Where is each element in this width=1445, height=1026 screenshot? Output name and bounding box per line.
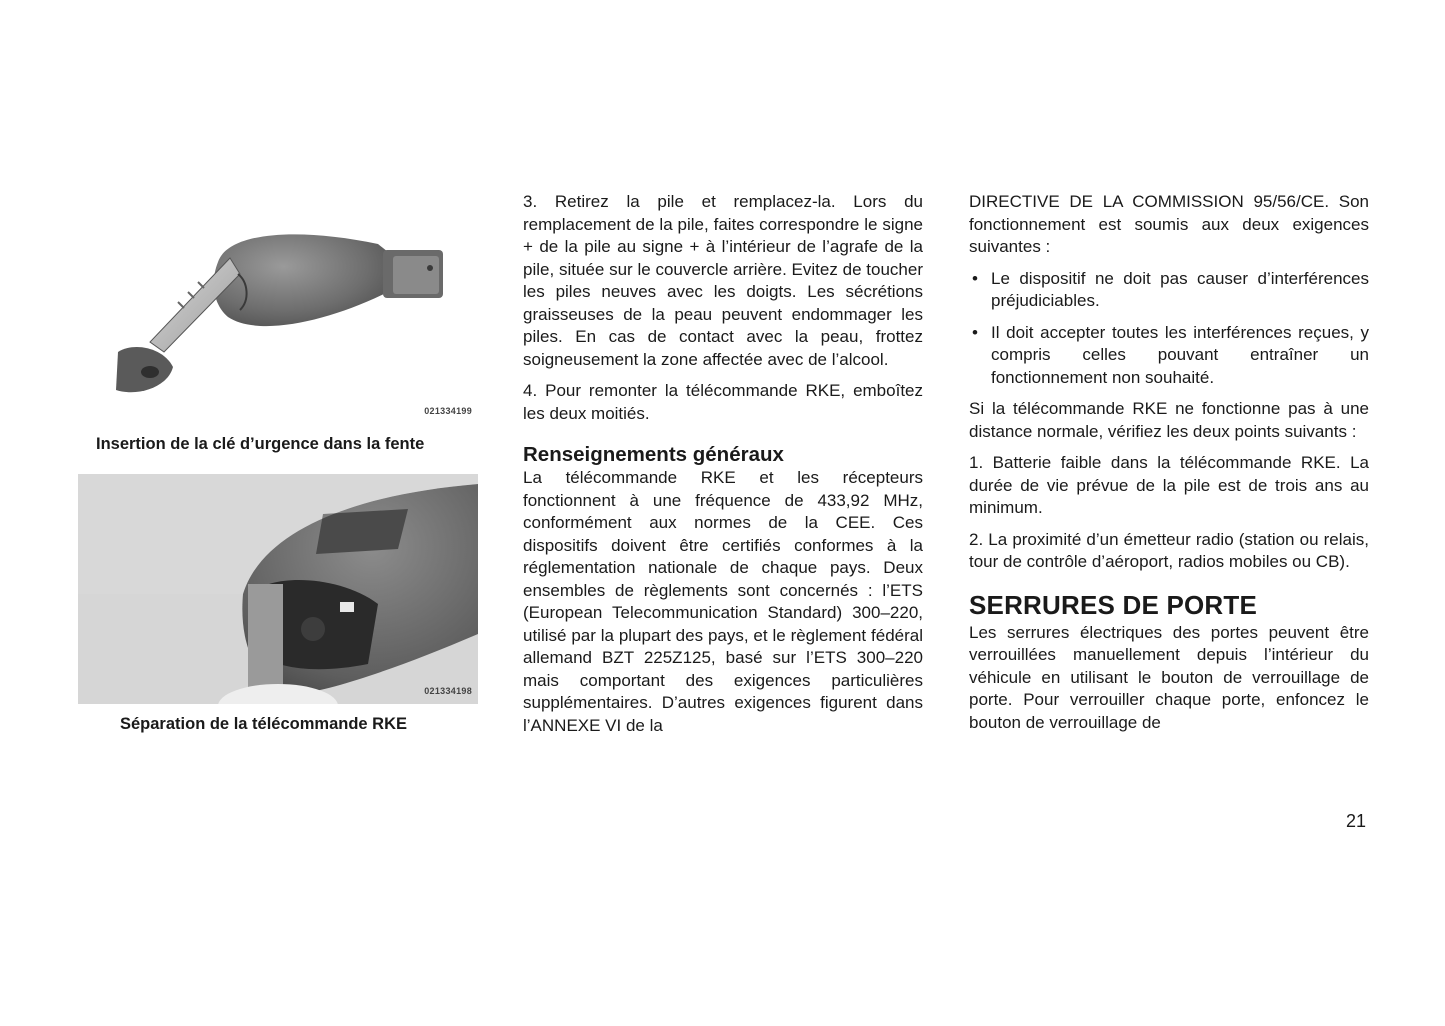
step-3-paragraph: 3. Retirez la pile et remplacez-la. Lors du remplacement de la pile, faites correspondre le signe + de la pile au signe + à l’intérieur de l’agrafe de la pile, située sur le couvercle arrière. Evitez de toucher les piles neuves avec les doigts. Les sécrétions graisseuses de la peau peuvent endommager les piles. En cas de contact avec la peau, frottez soigneusement la zone affectée avec de l’alcool. (523, 192, 923, 369)
figure-caption: Séparation de la télécommande RKE (120, 715, 408, 733)
door-locks-paragraph: Les serrures électriques des portes peuvent être verrouillées manuellement depuis l’intérieur du véhicule en utilisant le bouton de verrouillage de porte. Pour verrouiller chaque porte, enfoncez le bouton de verrouillage de (969, 622, 1369, 732)
section-heading-general-info: Renseignements généraux (523, 443, 784, 466)
check-point-2: 2. La proximité d’un émetteur radio (station ou relais, tour de contrôle d’aéroport, radios mobiles ou CB). (969, 529, 1369, 571)
key-fob-illustration (78, 192, 478, 424)
section-heading-door-locks: SERRURES DE PORTE (969, 589, 1258, 620)
figure-emergency-key-insertion (78, 192, 478, 424)
figure-code: 021334199 (424, 406, 472, 416)
figure-rke-separation (78, 474, 478, 704)
key-fob-closeup-illustration (78, 474, 478, 704)
list-item (969, 322, 1369, 390)
list-item (969, 268, 1369, 313)
check-intro-paragraph: Si la télécommande RKE ne fonctionne pas à une distance normale, vérifiez les deux points suivants : (969, 399, 1369, 441)
bullet-icon: • (972, 268, 978, 288)
requirements-list (969, 268, 1369, 390)
bullet-icon: • (972, 322, 978, 342)
list-item-text: Il doit accepter toutes les interférences reçues, y compris celles pouvant entraîner un fonctionnement non souhaité. (991, 322, 1369, 387)
step-4-paragraph: 4. Pour remonter la télécommande RKE, emboîtez les deux moitiés. (523, 381, 923, 423)
check-point-1: 1. Batterie faible dans la télécommande RKE. La durée de vie prévue de la pile est de trois ans au minimum. (969, 453, 1369, 517)
text-column-middle (523, 191, 923, 737)
page-number: 21 (1346, 811, 1367, 831)
figure-code: 021334198 (424, 686, 472, 696)
figure-caption: Insertion de la clé d’urgence dans la fente (96, 435, 425, 453)
text-column-right (969, 191, 1369, 734)
general-info-paragraph: La télécommande RKE et les récepteurs fonctionnent à une fréquence de 433,92 MHz, conformément aux normes de la CEE. Ces dispositifs doivent être certifiés conformes à la réglementation nationale de chaque pays. Deux ensembles de règlements sont concernés : l’ETS (European Telecommunication Standard) 300–220, utilisé par la plupart des pays, et le règlement fédéral allemand BZT 225Z125, basé sur l’ETS 300–220 mais comportant des exigences particulières supplémentaires. D’autres exigences figurent dans l’ANNEXE VI de la (523, 468, 923, 735)
directive-paragraph: DIRECTIVE DE LA COMMISSION 95/56/CE. Son fonctionnement est soumis aux deux exigences suivantes : (969, 192, 1369, 256)
list-item-text: Le dispositif ne doit pas causer d’interférences préjudiciables. (991, 268, 1369, 310)
